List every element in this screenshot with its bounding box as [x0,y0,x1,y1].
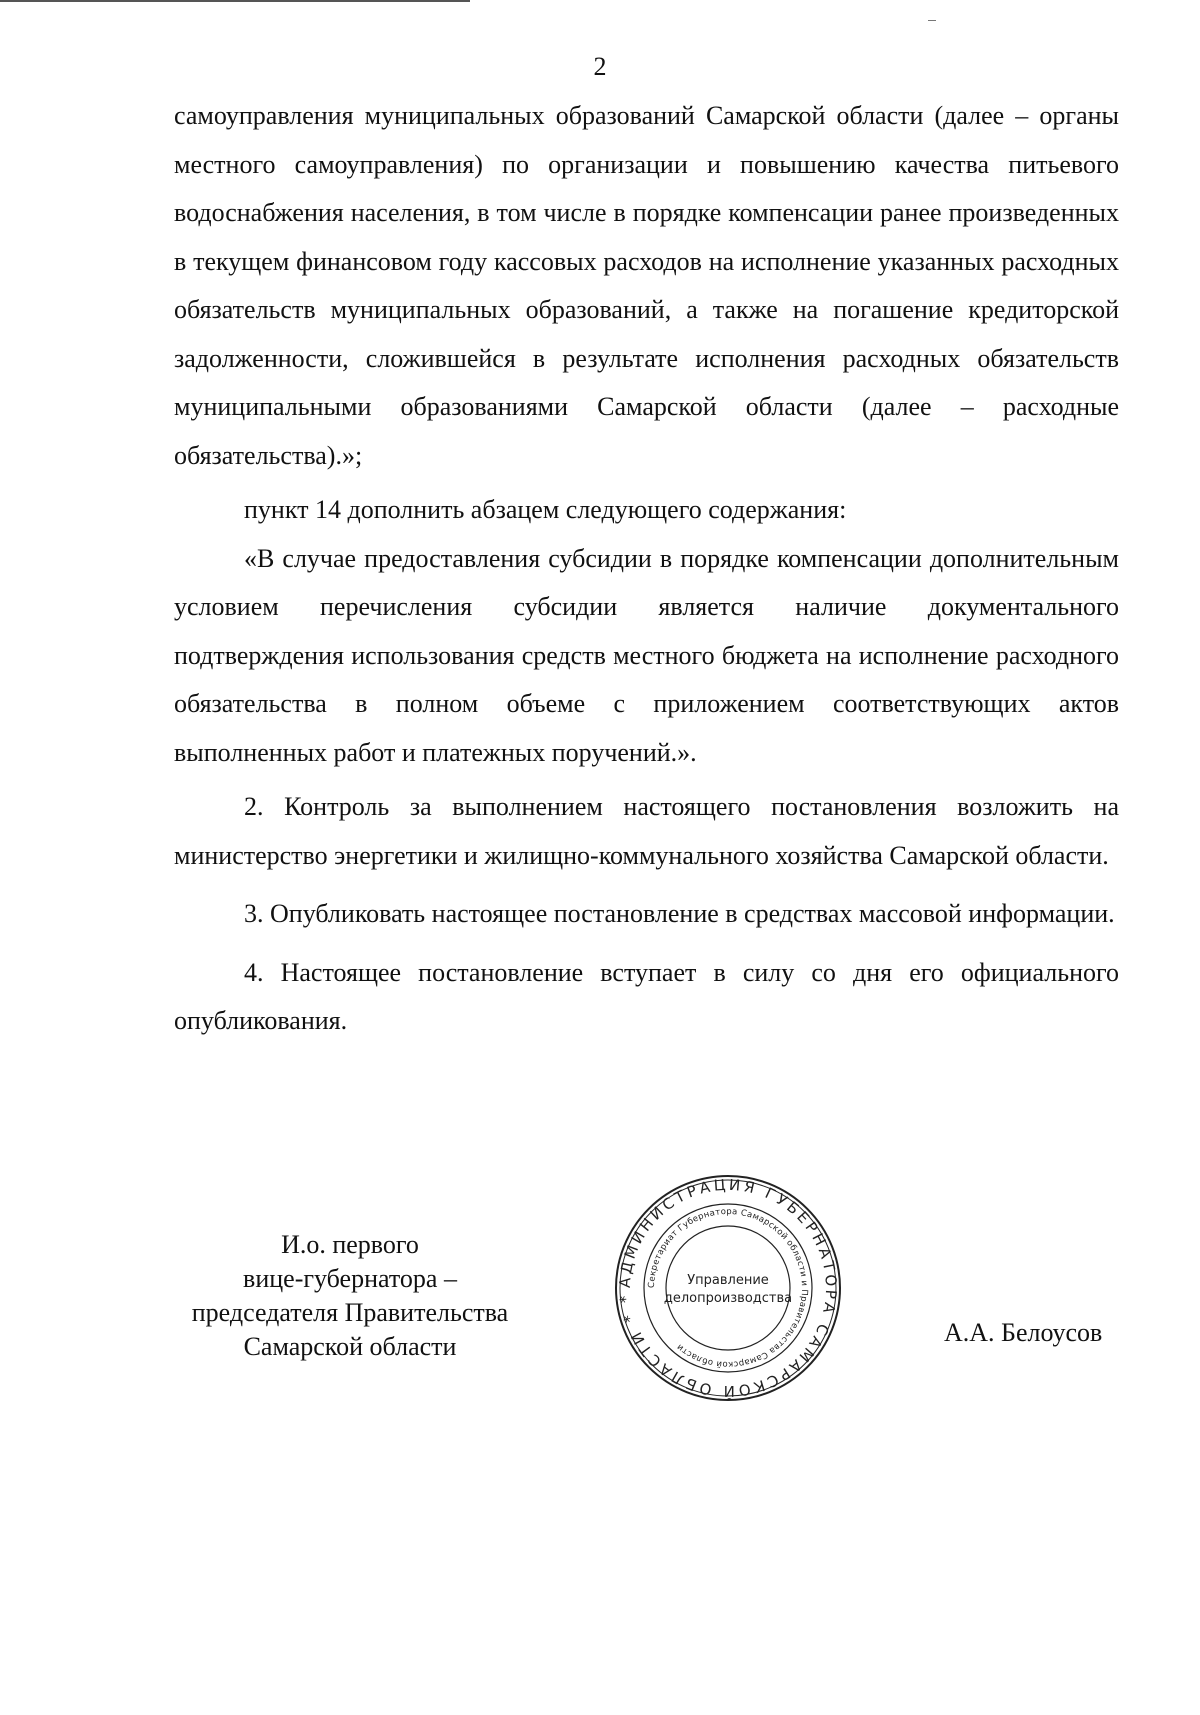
official-stamp-seal [612,1172,844,1404]
document-body [174,92,1119,1046]
svg-text:Секретариат Губернатора Самарс [647,1207,809,1369]
signature-name: А.А. Белоусов [944,1318,1103,1347]
paragraph-quote: «В случае предоставления субсидии в порядке компенсации дополнительным условием перечисления субсидии является наличие документального подтверждения использования средств местного бюджета на исполнение расходного обязательства в полном объеме с приложением соответствующих актов выполненных работ и платежных поручений.». [174,543,1119,767]
stamp-center-line: делопроизводства [663,1291,793,1306]
signer-line: вице-губернатора – [243,1264,457,1293]
paragraph-item-14: пункт 14 дополнить абзацем следующего содержания: [244,495,847,524]
stamp-center-line: Управление [687,1273,769,1288]
stamp-outer-text: АДМИНИСТРАЦИЯ ГУБЕРНАТОРА САМАРСКОЙ ОБЛАСТИ * * [615,1175,841,1401]
stamp-inner-text: Секретариат Губернатора Самарской области и Правительства Самарской области [646,1206,810,1370]
page-number: 2 [593,52,607,81]
paragraph-point-3: 3. Опубликовать настоящее постановление в средствах массовой информации. [244,899,1115,928]
scan-edge-line [0,0,470,2]
signer-line: И.о. первого [281,1230,419,1259]
paragraph-point-2: 2. Контроль за выполнением настоящего постановления возложить на министерство энергетики и жилищно-коммунального хозяйства Самарской области. [174,792,1119,870]
signer-line: Самарской области [243,1332,457,1361]
paragraph-point-4: 4. Настоящее постановление вступает в силу со дня его официального опубликования. [174,957,1119,1035]
signer-line: председателя Правительства [191,1298,509,1327]
scan-speck [928,20,936,21]
paragraph-continuation: самоуправления муниципальных образований Самарской области (далее – органы местного самоуправления) по организации и повышению качества питьевого водоснабжения населения, в том числе в порядке компенсации ранее произведенных в текущем финансовом году кассовых расходов на исполнение указанных расходных обязательств муниципальных образований, а также на погашение кредиторской задолженности, сложившейся в результате исполнения расходных обязательств муниципальными образованиями Самарской области (далее – расходные обязательства).»; [174,101,1119,470]
signer-title [170,1228,530,1364]
